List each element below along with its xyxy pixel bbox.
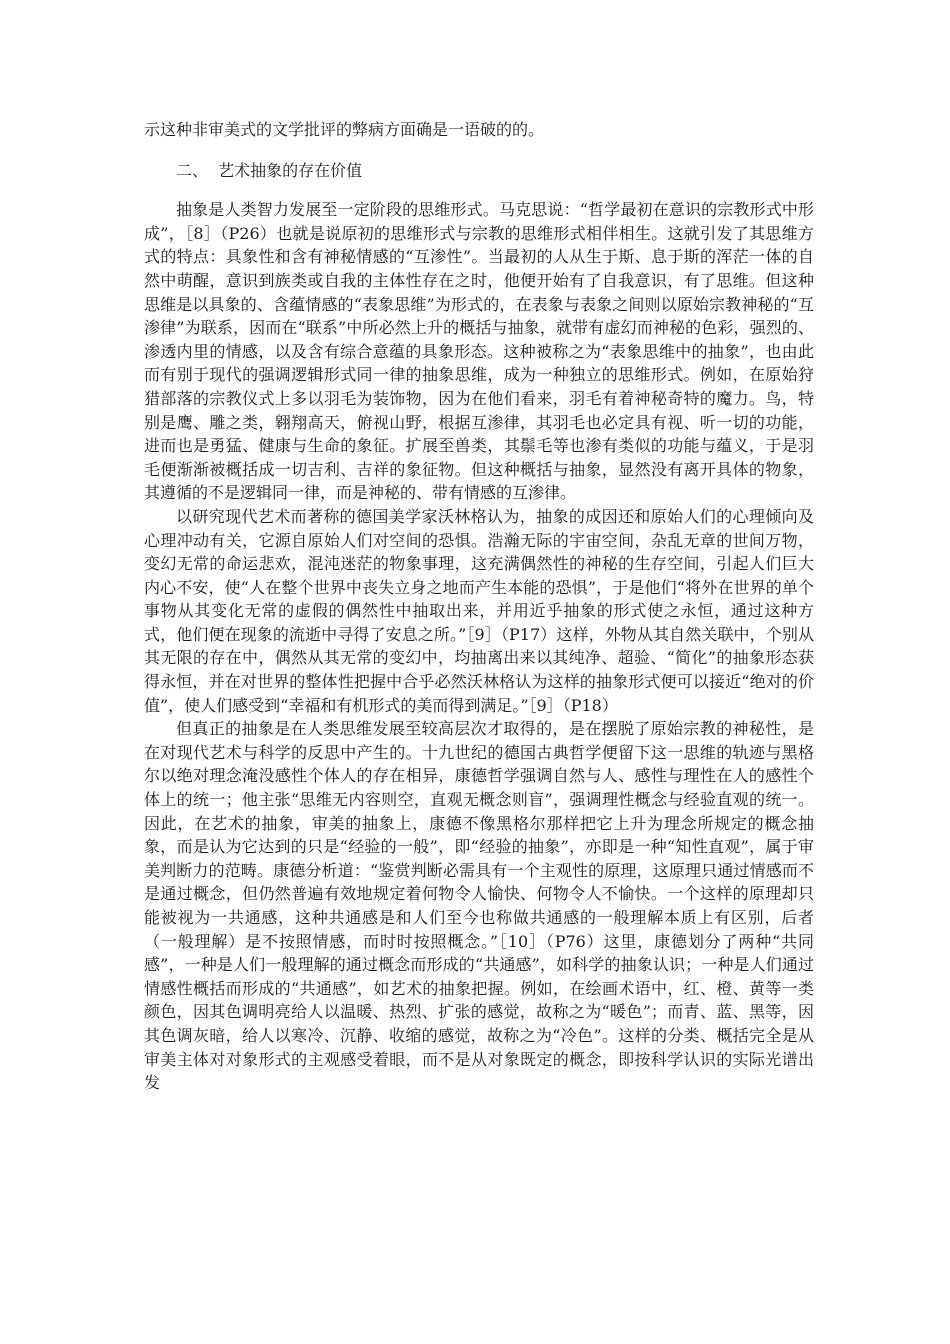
- paragraph-1: 抽象是人类智力发展至一定阶段的思维形式。马克思说：“哲学最初在意识的宗教形式中形成”，［8］（P26）也就是说原初的思维形式与宗教的思维形式相伴相生。这就引发了其思维方式的特点：具象性和含有神秘情感的“互渗性”。当最初的人从生于斯、息于斯的浑茫一体的自然中萌醒，意识到族类或自我的主体性存在之时，他便开始有了自我意识，有了思维。但这种思维是以具象的、含蕴情感的“表象思维”为形式的，在表象与表象之间则以原始宗教神秘的“互渗律”为联系，因而在“联系”中所必然上升的概括与抽象，就带有虚幻而神秘的色彩，强烈的、渗透内里的情感，以及含有综合意蕴的具象形态。这种被称之为“表象思维中的抽象”，也由此而有别于现代的强调逻辑形式同一律的抽象思维，成为一种独立的思维形式。例如，在原始狩猎部落的宗教仪式上多以羽毛为装饰物，因为在他们看来，羽毛有着神秘奇特的魔力。鸟，特别是鹰、雕之类，翱翔高天，俯视山野，根据互渗律，其羽毛也必定具有视、听一切的功能，进而也是勇猛、健康与生命的象征。扩展至兽类，其鬃毛等也渗有类似的功能与蕴义，于是羽毛便渐渐被概括成一切吉利、吉祥的象征物。但这种概括与抽象，显然没有离开具体的物象，其遵循的不是逻辑同一律，而是神秘的、带有情感的互渗律。: [144, 200, 814, 503]
- paragraph-2: 以研究现代艺术而著称的德国美学家沃林格认为，抽象的成因还和原始人们的心理倾向及心理冲动有关，它源自原始人们对空间的恐惧。浩瀚无际的宇宙空间，杂乱无章的世间万物，变幻无常的命运悲欢，混沌迷茫的物象事理，这充满偶然性的神秘的生存空间，引起人们巨大内心不安，使“人在整个世界中丧失立身之地而产生本能的恐惧”，于是他们“将外在世界的单个事物从其变化无常的虚假的偶然性中抽取出来，并用近乎抽象的形式使之永恒，通过这种方式，他们便在现象的流逝中寻得了安息之所。”［9］（P17）这样，外物从其自然关联中，个别从其无限的存在中，偶然从其无常的变幻中，均抽离出来以其纯净、超验、“简化”的抽象形态获得永恒，并在对世界的整体性把握中合乎必然沃林格认为这样的抽象形式便可以接近“绝对的价值”，使人们感受到“幸福和有机形式的美而得到满足。”［9］（P18）: [144, 506, 814, 715]
- paragraph-3: 但真正的抽象是在人类思维发展至较高层次才取得的，是在摆脱了原始宗教的神秘性，是在对现代艺术与科学的反思中产生的。十九世纪的德国古典哲学便留下这一思维的轨迹与黑格尔以绝对理念淹没感性个体人的存在相异，康德哲学强调自然与人、感性与理性在人的感性个体上的统一；他主张“思维无内容则空，直观无概念则盲”，强调理性概念与经验直观的统一。因此，在艺术的抽象，审美的抽象上，康德不像黑格尔那样把它上升为理念所规定的概念抽象，而是认为它达到的只是“经验的一般”，即“经验的抽象”，亦即是一种“知性直观”，属于审美判断力的范畴。康德分析道：“鉴赏判断必需具有一个主观性的原理，这原理只通过情感而不是通过概念，但仍然普遍有效地规定着何物令人愉快、何物令人不愉快。一个这样的原理却只能被视为一共通感，这种共通感是和人们至今也称做共通感的一般理解本质上有区别，后者（一般理解）是不按照情感，而时时按照概念。”［10］（P76）这里，康德划分了两种“共同感”，一种是人们一般理解的通过概念而形成的“共通感”，如科学的抽象认识；一种是人们通过情感性概括而形成的“共通感”，如艺术的抽象把握。例如，在绘画术语中，红、橙、黄等一类颜色，因其色调明亮给人以温暖、热烈、扩张的感觉，故称之为“暖色”；而青、蓝、黑等，因其色调灰暗，给人以寒冷、沉静、收缩的感觉，故称之为“冷色”。这样的分类、概括完全是从审美主体对对象形式的主观感受着眼，而不是从对象既定的概念，即按科学认识的实际光谱出发: [144, 719, 814, 1093]
- lead-line: 示这种非审美式的文学批评的弊病方面确是一语破的的。: [144, 120, 545, 139]
- body-text: [144, 118, 814, 1095]
- section-heading: 二、 艺术抽象的存在价值: [176, 160, 363, 180]
